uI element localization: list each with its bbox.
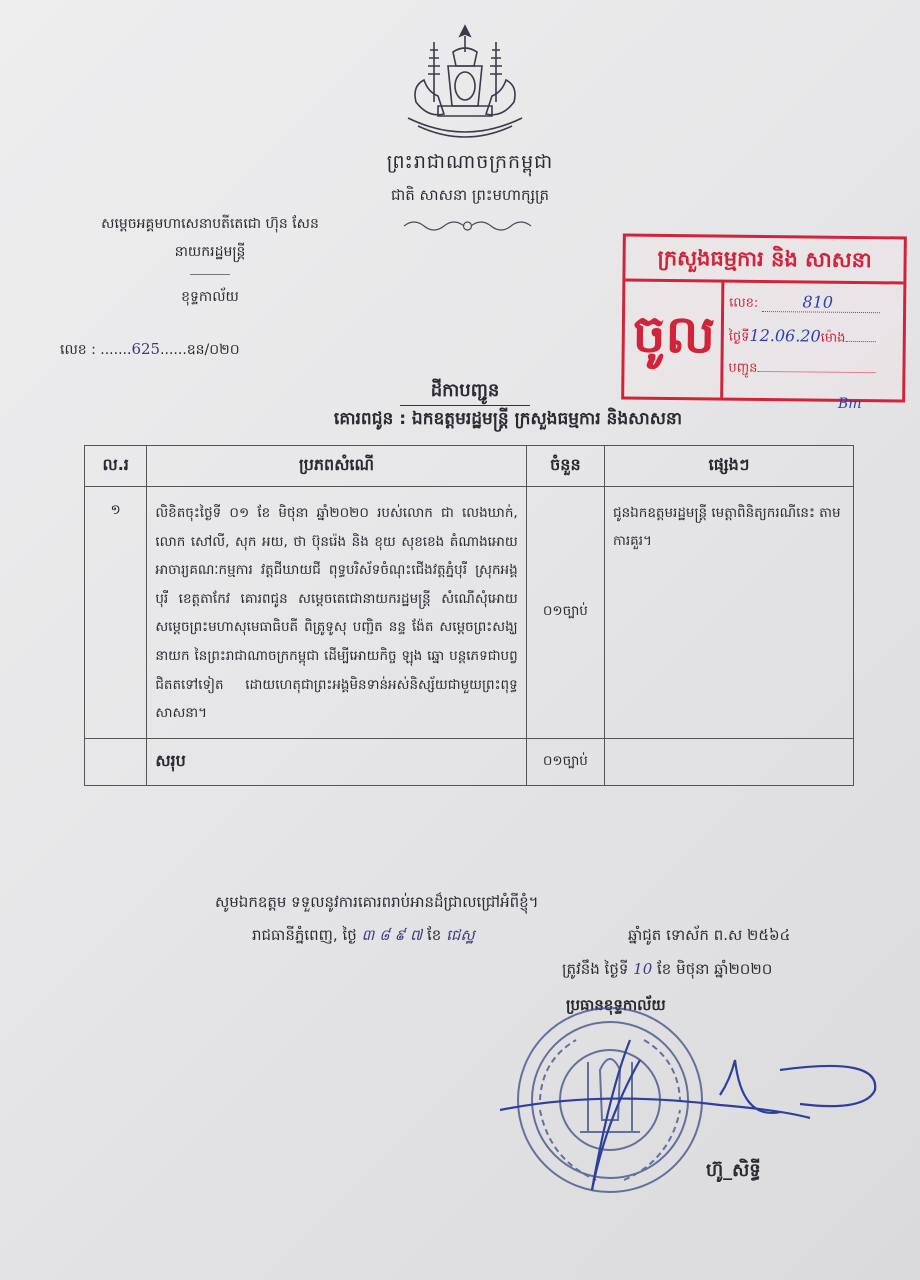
transmittal-table (84, 445, 854, 786)
solar-month: ខែ មិថុនា ឆ្នាំ២០២០ (657, 960, 773, 978)
total-quantity: ០១ច្បាប់ (526, 738, 604, 785)
stamp-date-row (729, 326, 899, 350)
table-total-row (85, 738, 854, 785)
sender-block (60, 210, 360, 311)
solar-date (562, 960, 772, 982)
solar-day: 10 (633, 960, 653, 978)
table-header-row (85, 446, 854, 487)
stamp-time-label: ម៉ោង (820, 330, 846, 346)
document-title: ដីកាបញ្ជូន (400, 378, 530, 406)
national-motto: ជាតិ សាសនា ព្រះមហាក្សត្រ (390, 186, 550, 204)
ref-suffix: ឧន/០២០ (186, 342, 240, 358)
stamp-date-label: ថ្ងៃទី (728, 329, 750, 345)
received-stamp (621, 234, 907, 403)
sender-position: នាយករដ្ឋមន្ត្រី (174, 244, 246, 260)
solar-prefix: ត្រូវនឹង ថ្ងៃទី (562, 960, 629, 978)
ornamental-divider (400, 216, 535, 236)
total-empty-cell (85, 738, 147, 785)
lunar-month-label: ខែ (427, 926, 442, 944)
official-seal-and-signature (480, 1000, 880, 1210)
sender-office: ខុទ្ទកាល័យ (181, 289, 239, 305)
header-source: ប្រភពសំណើ (147, 446, 526, 487)
document-recipient: គោរពជូន : ឯកឧត្តមរដ្ឋមន្ត្រី ក្រសួងធម្មការ និងសាសនា (333, 409, 683, 429)
row-note: ជូនឯកឧត្តមរដ្ឋមន្ត្រី មេត្តាពិនិត្យករណីនេះ តាមការគួរ។ (605, 487, 854, 739)
stamp-ministry: ក្រសួងធម្មការ និង សាសនា (625, 237, 903, 285)
stamp-bundle-label: បញ្ជូន (728, 360, 758, 376)
row-description: លិខិតចុះថ្ងៃទី ០១ ខែ មិថុនា ឆ្នាំ២០២០ របស់លោក ជា លេងឃាក់, លោក សៅលី, សុក អយ, ថា ប៊ុនរ៉េង និង ខុយ សុខខេង តំណាងអោយអាចារ្យគណៈកម្មការ វត្តជីឃាយជី ពុទ្ធបរិស័ទចំណុះជើងវត្តភ្នំបុរី ស្រុកអង្គបុរី ខេត្តតាកែវ គោរពជូន សម្ដេចតេជោនាយករដ្ឋមន្ត្រី សំណើសុំអោយ សម្ដេចព្រះមហាសុមេធាធិបតី ពិត្រូទូសុ បញ្ជិត នន្ទ ង៉ែត សម្ដេចព្រះសង្ឃនាយក នៃព្រះរាជាណាចក្រកម្ពុជា ដើម្បីអោយកិច្ច ឡុង ឆ្នោ បន្តភេទជាបព្វជិតតទៅទៀត ដោយហេតុជាព្រះអង្គមិនទាន់អស់និស្ស័យជាមួយព្រះពុទ្ធសាសនា។ (147, 487, 526, 739)
lunar-date (252, 926, 475, 948)
row-quantity: ០១ច្បាប់ (526, 487, 604, 739)
header-other: ផ្សេងៗ (605, 446, 854, 487)
royal-emblem (398, 22, 532, 148)
lunar-day: ៣ ៨ ៩ ៧ (361, 926, 423, 944)
stamp-bundle-row (728, 360, 898, 381)
lunar-year: ឆ្នាំជូត ទោស័ក ព.ស ២៥៦៤ (628, 926, 791, 944)
ref-number: 625 (131, 340, 161, 358)
ref-label: លេខ : (60, 342, 96, 358)
lunar-prefix: រាជធានីភ្នំពេញ, ថ្ងៃ (252, 926, 357, 944)
total-label: សរុប (147, 738, 526, 785)
office-head-title: ប្រធានខុទ្ទកាល័យ (566, 996, 666, 1014)
handwritten-initial: Bm (838, 396, 862, 412)
signer-name: ហ៊ូ_សិទ្ធី (706, 1160, 761, 1181)
stamp-divider (720, 280, 724, 398)
total-note-cell (605, 738, 854, 785)
lunar-month: ជេស្ឋ (446, 926, 475, 944)
stamp-number-value: 810 (802, 292, 834, 312)
stamp-received-word: ចូល (632, 304, 716, 366)
reference-number: លេខ : .......625......ឧន/០២០ (60, 340, 240, 358)
closing-greeting: សូមឯកឧត្តម ទទួលនូវការគោរពរាប់អានដ៏ជ្រាលជ្រៅអំពីខ្ញុំ។ (215, 893, 539, 911)
stamp-number-label: លេខ: (729, 295, 759, 311)
header-no: ល.រ (85, 446, 147, 487)
stamp-date-value: 12.06.20 (749, 325, 821, 346)
kingdom-heading: ព្រះរាជាណាចក្រកម្ពុជា (386, 151, 554, 173)
row-number: ១ (85, 487, 147, 739)
sender-title: សម្ដេចអគ្គមហាសេនាបតីតេជោ ហ៊ុន សែន (101, 216, 319, 232)
stamp-number-row (729, 292, 899, 316)
separator-line (190, 274, 230, 275)
header-quantity: ចំនួន (526, 446, 604, 487)
table-row (85, 487, 854, 739)
